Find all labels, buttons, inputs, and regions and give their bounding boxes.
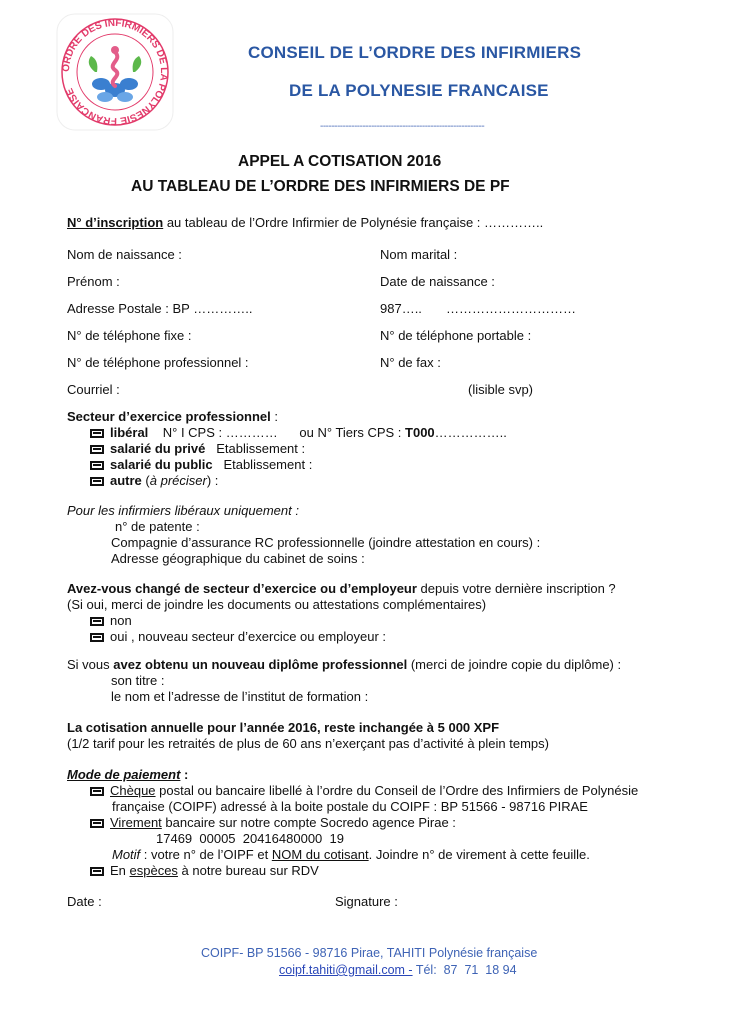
inscription-rest: au tableau de l’Ordre Infirmier de Polynésie française : ………….. — [163, 215, 544, 230]
especes-post: à notre bureau sur RDV — [177, 863, 319, 878]
autre-preciser: à préciser — [149, 473, 207, 488]
liberaux-heading: Pour les infirmiers libéraux uniquement : — [67, 503, 299, 518]
logo-emblem — [55, 12, 175, 132]
etablissement-public: Etablissement : — [223, 457, 313, 472]
autre-label: autre — [110, 473, 142, 488]
motif-post: . Joindre n° de virement à cette feuille. — [368, 847, 590, 862]
oui-label: oui , nouveau secteur d’exercice ou employeur : — [110, 629, 387, 644]
secteur-option-prive[interactable] — [90, 441, 305, 457]
liberaux-adresse-cabinet: Adresse géographique du cabinet de soins : — [111, 551, 365, 566]
checkbox-oui[interactable] — [90, 633, 104, 642]
title-line1: APPEL A COTISATION 2016 — [238, 153, 442, 170]
non-label: non — [110, 613, 132, 628]
virement-motif — [112, 847, 590, 863]
field-tel-portable: N° de téléphone portable : — [380, 328, 532, 343]
field-code-postal: 987….. — [380, 301, 422, 316]
autre-paren-close: ) : — [206, 473, 219, 488]
signature-field: Signature : — [335, 894, 398, 909]
inscription-label: N° d’inscription — [67, 215, 164, 230]
field-date-naissance: Date de naissance : — [380, 274, 495, 289]
changement-question — [67, 581, 616, 597]
header-line2: DE LA POLYNESIE FRANCAISE — [289, 81, 549, 100]
checkbox-salarie-prive[interactable] — [90, 445, 104, 454]
salarie-public-label: salarié du public — [110, 457, 213, 472]
checkbox-salarie-public[interactable] — [90, 461, 104, 470]
secteur-option-liberal[interactable] — [90, 425, 507, 441]
title-line2: AU TABLEAU DE L’ORDRE DES INFIRMIERS DE PF — [131, 178, 510, 195]
checkbox-cheque[interactable] — [90, 787, 104, 796]
header-separator: ---------------------------------------------------------- — [320, 121, 485, 132]
paiement-option-cheque[interactable] — [90, 783, 638, 799]
field-nom-naissance: Nom de naissance : — [67, 247, 182, 262]
paiement-heading — [67, 767, 188, 783]
field-adresse: Adresse Postale : BP ………….. — [67, 301, 253, 316]
liberaux-assurance: Compagnie d’assurance RC professionnelle (joindre attestation en cours) : — [111, 535, 541, 550]
footer-tel: Tél: 87 71 18 94 — [412, 963, 517, 977]
secteur-option-autre[interactable] — [90, 473, 218, 489]
field-lisible: (lisible svp) — [468, 382, 534, 397]
liberaux-patente: n° de patente : — [115, 519, 200, 534]
logo — [55, 12, 175, 132]
etablissement-prive: Etablissement : — [216, 441, 306, 456]
field-nom-marital: Nom marital : — [380, 247, 458, 262]
secteur-heading-colon: : — [270, 409, 278, 424]
especes-pre: En — [110, 863, 130, 878]
secteur-option-public[interactable] — [90, 457, 312, 473]
changement-bold: Avez-vous changé de secteur d’exercice ou d’employeur — [67, 581, 417, 596]
field-tel-fixe: N° de téléphone fixe : — [67, 328, 192, 343]
footer-email-link[interactable]: coipf.tahiti@gmail.com - — [279, 963, 413, 977]
liberal-cps: N° I CPS : ………… ou N° Tiers CPS : — [162, 425, 406, 440]
autre-paren-open: ( — [141, 473, 150, 488]
checkbox-autre[interactable] — [90, 477, 104, 486]
field-fax: N° de fax : — [380, 355, 441, 370]
logo-ring-text: ORDRE DES INFIRMIERS DE LA POLYNESIE FRANCAISE — [60, 17, 170, 127]
cheque-text: postal ou bancaire libellé à l’ordre du Conseil de l’Ordre des Infirmiers de Polynésie — [155, 783, 639, 798]
field-ville: ………………………… — [446, 301, 576, 316]
field-courriel: Courriel : — [67, 382, 120, 397]
date-field: Date : — [67, 894, 102, 909]
changement-option-oui[interactable] — [90, 629, 386, 645]
inscription-line — [67, 215, 543, 231]
cotisation-note: (1/2 tarif pour les retraités de plus de 60 ans n’exerçant pas d’activité à plein temps) — [67, 736, 549, 751]
virement-rib: 17469 00005 20416480000 19 — [156, 831, 344, 846]
checkbox-especes[interactable] — [90, 867, 104, 876]
diplome-bold: avez obtenu un nouveau diplôme professionnel — [113, 657, 408, 672]
motif-pre: : votre n° de l’OIPF et — [140, 847, 272, 862]
diplome-rest: (merci de joindre copie du diplôme) : — [407, 657, 622, 672]
liberal-dots: …………….. — [434, 425, 507, 440]
especes-label: espèces — [129, 863, 178, 878]
cheque-label: Chèque — [110, 783, 156, 798]
checkbox-non[interactable] — [90, 617, 104, 626]
paiement-heading-colon: : — [180, 767, 189, 782]
cotisation-amount: La cotisation annuelle pour l’année 2016, reste inchangée à 5 000 XPF — [67, 720, 500, 735]
header-line1: CONSEIL DE L’ORDRE DES INFIRMIERS — [248, 43, 582, 62]
changement-note: (Si oui, merci de joindre les documents ou attestations complémentaires) — [67, 597, 487, 612]
motif-nom: NOM du cotisant — [271, 847, 369, 862]
paiement-option-virement[interactable] — [90, 815, 456, 831]
checkbox-virement[interactable] — [90, 819, 104, 828]
paiement-option-especes[interactable] — [90, 863, 319, 879]
diplome-prefix: Si vous — [67, 657, 114, 672]
changement-option-non[interactable] — [90, 613, 132, 629]
liberal-label: libéral — [110, 425, 149, 440]
footer-address: COIPF- BP 51566 - 98716 Pirae, TAHITI Polynésie française — [201, 946, 538, 960]
footer-contact — [279, 963, 517, 977]
liberal-t000: T000 — [405, 425, 435, 440]
field-tel-pro: N° de téléphone professionnel : — [67, 355, 249, 370]
virement-text: bancaire sur notre compte Socredo agence Pirae : — [161, 815, 456, 830]
salarie-prive-label: salarié du privé — [110, 441, 206, 456]
secteur-heading-label: Secteur d’exercice professionnel — [67, 409, 271, 424]
paiement-heading-label: Mode de paiement — [67, 767, 181, 782]
cheque-line2: française (COIPF) adressé à la boite postale du COIPF : BP 51566 - 98716 PIRAE — [112, 799, 588, 814]
virement-label: Virement — [110, 815, 162, 830]
diplome-titre: son titre : — [111, 673, 165, 688]
field-prenom: Prénom : — [67, 274, 120, 289]
checkbox-liberal[interactable] — [90, 429, 104, 438]
motif-label: Motif — [112, 847, 141, 862]
diplome-institut: le nom et l’adresse de l’institut de formation : — [111, 689, 369, 704]
secteur-heading — [67, 409, 278, 425]
changement-rest: depuis votre dernière inscription ? — [416, 581, 616, 596]
diplome-question — [67, 657, 621, 673]
